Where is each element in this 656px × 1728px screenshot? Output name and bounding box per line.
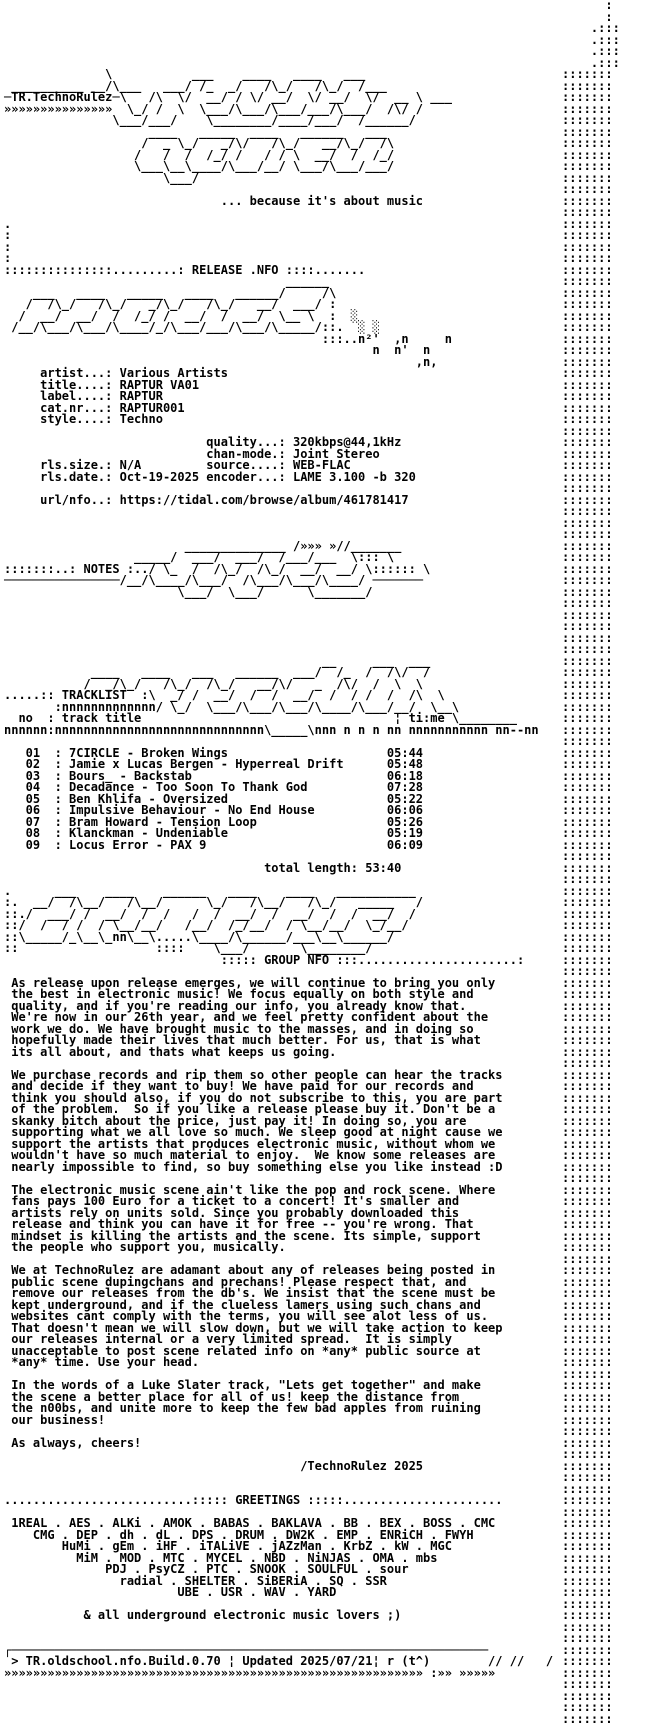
release-logo-art: ___ ____ _____ ____ ______/ /\	[4, 285, 380, 300]
group-nfo-text: our business!	[4, 1412, 106, 1427]
technorulez-logo-art: \___/___/ \________/____/___/ /______/	[4, 113, 424, 127]
release-logo-art: :::..n²' ,n n	[4, 331, 452, 346]
release-logo-art: / __/ __/ / /_/ / __/ / __/ \__ \ : ░	[4, 308, 373, 323]
group-nfo-text: unacceptable to post scene related info on *any* public source at	[4, 1343, 481, 1358]
release-logo-art: ,n,	[4, 354, 438, 369]
left-dots: :	[4, 239, 12, 254]
tracklist-header: no : track title ¦ ti:me \________	[4, 711, 517, 725]
notes-logo-art: ______________ /»»» »//_______	[4, 538, 416, 553]
notes-divider: :::::::..: NOTES :../ \_ / /\_/ /\_/ __/ __/ \:::::: \	[4, 561, 431, 576]
release-logo-art: / /\_/ /\_/ _/\_/ /\_/ __/ ___/ :	[4, 297, 380, 311]
release-label: label....: RAPTUR	[4, 389, 163, 403]
total-length: total length: 53:40	[4, 860, 402, 875]
left-dots: :	[4, 251, 12, 265]
technorulez-logo-art: »»»»»»»»»»»»»»» \_/ / \ \___/\___/\___/___/\___/ /\/ /	[4, 101, 424, 116]
greetings-line: radial . SHELTER . SiBERiA . SQ . SSR	[4, 1573, 387, 1588]
group-nfo-text: artists rely on units sold. Since you probably downloaded this	[4, 1205, 460, 1220]
release-logo-art: n n' n	[4, 343, 445, 357]
group-nfo-text: fans pays 100 Euro for a ticket to a concert! It's smaller and	[4, 1194, 460, 1208]
greetings-line: UBE . USR . WAV . YARD	[4, 1585, 337, 1599]
group-nfo-text: our releases internal or a very limited spread. It is simply	[4, 1332, 452, 1346]
technorulez-logo-art: ____ _____ ____ ______ ___	[4, 124, 424, 139]
technorulez-logo-art: / / / /_/ / / / \ __/ / /_/	[4, 147, 424, 162]
greetings-divider: ..........................::::: GREETINGS :::::......................	[4, 1493, 503, 1507]
group-nfo-divider: ::::: GROUP NFO :::......................:	[4, 952, 525, 967]
track-row: 08 : Klanckman - Undeniable 05:19	[4, 826, 424, 840]
track-row: 07 : Bram Howard - Tension Loop 05:26	[4, 814, 424, 829]
group-nfo-text: and decide if they want to buy! We have paid for our records and	[4, 1079, 474, 1093]
tracklist-logo-art: ____ ____ ___ ______ ___/ /_ / /\/ /	[4, 665, 431, 679]
group-nfo-text: mindset is killing the artists and the scene. Its simple, support	[4, 1228, 481, 1243]
technorulez-logo-art: __________ __/\___ ___/ /_ _/ /\_/ /\_/ /___	[4, 78, 409, 93]
group-logo-art: :. __/ /\__/ /\__/ \_/ /\__/ /\_/ _____ /	[4, 895, 424, 909]
greetings-line: CMG . DEP . dh . dL . DPS . DRUM . DW2K . EMP . ENRiCH . FWYH	[4, 1527, 474, 1542]
greetings-line: PDJ . PsyCZ . PTC . SNOOK . SOULFUL . sour	[4, 1562, 409, 1576]
group-nfo-text: support the artists that produces electronic music, without whom we	[4, 1136, 496, 1151]
group-logo-art: ::/ / / / / \__/__/ /__/ /_/__/ / \__/__/ \_/__/	[4, 918, 409, 932]
track-row: 09 : Locus Error - PAX 9 06:09	[4, 837, 424, 852]
left-dots: :	[4, 228, 12, 242]
group-nfo-text: skanky bitch about the price, just pay it! In doing so, you are	[4, 1113, 467, 1128]
group-nfo-text: of the problem. So if you like a release please buy it. Don't be a	[4, 1102, 496, 1116]
group-logo-art: . ___ ____ ______ ____ ____ ___________	[4, 883, 416, 898]
side-colon-strip: : : .::: .::: .::: .::: ::::::: ::::::: ::::::: ::::::: ::::::: ::::::: ::::::: ::::::: ::::::: ::::::: ::::::: ::::::: ::::::: ::::::: ::::::: ::::::: ::::::: ::::::: ::::::: ::::::: ::::::: ::::::: ::::::: ::::::: ::::::: ::::::: ::::::: ::::::: ::::::: ::::::: ::::::: ::::::: ::::::: ::::::: ::::::: ::::::: ::::::: ::::::: ::::::: ::::::: ::::::: ::::::: ::::::: ::::::: ::::::: ::::::: ::::::: ::::::: ::::::: ::::::: ::::::: ::::::: ::::::: ::::::: ::::::: ::::::: ::::::: ::::::: ::::::: ::::::: ::::::: ::::::: ::::::: ::::::: ::::::: ::::::: ::::::: ::::::: ::::::: ::::::: ::::::: ::::::: ::::::: ::::::: ::::::: ::::::: ::::::: ::::::: ::::::: ::::::: ::::::: ::::::: ::::::: ::::::: ::::::: ::::::: ::::::: ::::::: ::::::: ::::::: ::::::: ::::::: ::::::: ::::::: ::::::: ::::::: ::::::: ::::::: ::::::: ::::::: ::::::: ::::::: ::::::: ::::::: ::::::: ::::::: ::::::: ::::::: ::::::: ::::::: ::::::: ::::::: ::::::: ::::::: ::::::: ::::::: ::::::: ::::::: ::::::: ::::::: ::::::: ::::::: ::::::: ::::::: ::::::: ::::::: ::::::: ::::::: ::::::: ::::::: ::::::: ::::::: ::::::: ::::::: ::::::: ::::::: ::::::: ::::::: ::::::: ::::::: ::::::: ::::::: ::::::: :::::::	[562, 0, 620, 1726]
notes-logo-art: ────────────────/__/\____/\___/ /\___/\___/\____/ ───────	[4, 573, 424, 587]
release-nfo-divider: :::::::::::::::.........: RELEASE .NFO ::::.......	[4, 262, 366, 277]
release-artist: artist...: Various Artists	[4, 366, 228, 380]
group-nfo-text: hopefully made their lives that much better. For us, that is what	[4, 1033, 481, 1047]
group-nfo-text: That doesn't mean we will slow down, but we will take action to keep	[4, 1320, 503, 1335]
group-nfo-text: The electronic music scene ain't like the pop and rock scene. Where	[4, 1182, 496, 1197]
tracklist-logo-art: __ ___ ___	[4, 653, 431, 668]
release-date-encoder: rls.date.: Oct-19-2025 encoder...: LAME 3.100 -b 320	[4, 469, 416, 484]
track-row: 06 : Impulsive Behaviour - No End House 06:06	[4, 803, 424, 817]
technorulez-logo-art: \___/	[4, 170, 424, 185]
group-nfo-text: As always, cheers!	[4, 1435, 142, 1450]
group-nfo-text: As release upon release emerges, we will continue to bring you only	[4, 975, 496, 990]
group-nfo-text: We at TechnoRulez are adamant about any of releases being posted in	[4, 1263, 496, 1277]
greetings-line: HuMi . gEm . iHF . iTALiVE . jAZzMan . KrbZ . kW . MGC	[4, 1539, 452, 1553]
group-nfo-text: kept underground, and if the clueless lamers using such chans and	[4, 1297, 481, 1312]
group-nfo-text: We're now in our 26th year, and we feel pretty confident about the	[4, 1010, 489, 1024]
group-nfo-text: release and think you can have it for free -- you're wrong. That	[4, 1217, 474, 1231]
group-nfo-text: In the words of a Luke Slater track, "Lets get together" and make	[4, 1378, 481, 1392]
track-row: 05 : Ben Khlifa - Oversized 05:22	[4, 791, 424, 806]
greetings-line: 1REAL . AES . ALKi . AMOK . BABAS . BAKLAVA . BB . BEX . BOSS . CMC	[4, 1516, 496, 1530]
footer-rule-top: ┌──────────────────────────────────────────────────────────────────	[4, 1642, 489, 1657]
footer-rule-bottom: »»»»»»»»»»»»»»»»»»»»»»»»»»»»»»»»»»»»»»»»»»»»»»»»»»»»»»»»»» :»» »»»»»	[4, 1665, 496, 1680]
track-row: 02 : Jamie x Lucas Bergen - Hyperreal Drift 05:48	[4, 757, 424, 771]
group-nfo-text: wouldn't have so much material to enjoy. We know some releases are	[4, 1148, 496, 1162]
group-nfo-text: We purchase records and rip them so other people can hear the tracks	[4, 1067, 503, 1082]
group-nfo-text: the people who support you, musically.	[4, 1240, 286, 1254]
group-signature: /TechnoRulez 2025	[4, 1458, 424, 1473]
group-nfo-text: *any* time. Use your head.	[4, 1355, 200, 1369]
release-url: url/nfo..: https://tidal.com/browse/album/461781417	[4, 492, 409, 507]
tracklist-logo-art: / _/\_/ /\_/ /\_/ __/\/ _ /\/ / \ \	[4, 676, 424, 691]
release-chanmode: chan-mode.: Joint Stereo	[4, 446, 380, 461]
track-row: 01 : 7CIRCLE - Broken Wings 05:44	[4, 745, 424, 760]
group-nfo-text: the n00bs, and unite more to keep the few bad apples from ruining	[4, 1401, 481, 1415]
group-nfo-text: quality, and if you're reading our info, you already know that.	[4, 998, 467, 1013]
group-nfo-text: websites cant comply with the terms, you will see alot less of us.	[4, 1309, 489, 1323]
release-logo-art: /__/\___/\___/\____/_/\___/___/\___/\_____/::. ░ ░	[4, 320, 395, 334]
group-nfo-text: the best in electronic music! We focus equally on both style and	[4, 987, 474, 1001]
greetings-line: MiM . MOD . MTC . MYCEL . NBD . NiNJAS . OMA . mbs	[4, 1550, 438, 1565]
release-logo-art: ______	[4, 274, 380, 288]
group-logo-art: :: :::: \___/ \________/	[4, 941, 373, 955]
release-style: style....: Techno	[4, 412, 163, 426]
group-nfo-text: work we do. We have brought music to the masses, and in doing so	[4, 1021, 474, 1036]
track-row: 04 : Decadance - Too Soon To Thank God 07:28	[4, 780, 424, 794]
release-title: title....: RAPTUR VA01	[4, 377, 200, 392]
technorulez-logo-art: / _ \_/ _/\/ /\_/ __/\_/ /\	[4, 136, 424, 150]
release-quality: quality...: 320kbps@44,1kHz	[4, 435, 402, 449]
group-nfo-text: its all about, and thats what keeps us going.	[4, 1044, 337, 1059]
tracklist-header-rule: nnnnnn:nnnnnnnnnnnnnnnnnnnnnnnnnnnnn\_____\nnn n n n nn nnnnnnnnnnn nn--nn	[4, 722, 539, 737]
group-nfo-text: remove our releases from the db's. We insist that the scene must be	[4, 1286, 496, 1300]
group-nfo-text: public scene dupingchans and prechans! Please respect that, and	[4, 1274, 467, 1289]
notes-logo-art: _____/ ___/ ___/ /___/___ \::: \	[4, 550, 395, 564]
tagline: ... because it's about music	[4, 193, 424, 208]
track-row: 03 : Bours_ - Backstab 06:18	[4, 768, 424, 783]
group-logo-art: ::\_____/_\__\_nn\__\.....\____/\______/___\__\______/	[4, 929, 395, 944]
technorulez-logo-art: \___\__\____/\___/__/ \___/\___/___/	[4, 159, 424, 173]
footer-build: > TR.oldschool.nfo.Build.0.70 ¦ Updated 2025/07/21¦ r (t^) // // /	[4, 1654, 554, 1668]
group-nfo-text: supporting what we all love so much. We sleep good at night cause we	[4, 1125, 503, 1139]
group-nfo-text: the scene a better place for all of us! keep the distance from	[4, 1389, 460, 1404]
group-nfo-text: nearly impossible to find, so buy something else you like instead :D	[4, 1159, 503, 1174]
tracklist-divider: .....:: TRACKLIST :\ _/ / __/ / / __/ / / / / /\ \	[4, 688, 445, 702]
left-dots: .	[4, 216, 12, 231]
release-size-source: rls.size.: N/A source....: WEB-FLAC	[4, 458, 351, 472]
release-catnr: cat.nr...: RAPTUR001	[4, 400, 185, 415]
group-nfo-text: think you should also, if you do not subscribe to this, you are part	[4, 1090, 503, 1105]
technorulez-logo-art: \ ___ ____ ____ ___	[4, 67, 409, 81]
group-logo-art: ::./ ___/ / __/ / / / / __/ / __/ / / __/ /	[4, 906, 416, 921]
group-tag: ─TR.TechnoRulez─\ /\ \/ __/ / \/ __/ \/ __/ \/ __ \ ___	[4, 90, 452, 104]
greetings-footer: & all underground electronic music lovers ;)	[4, 1608, 402, 1622]
notes-logo-art: \___/ \___/ \_______/	[4, 584, 395, 599]
tracklist-logo-art: :nnnnnnnnnnnnn/ \_/ \___/\___/\___/\____/\___/__/ \__\	[4, 699, 460, 714]
